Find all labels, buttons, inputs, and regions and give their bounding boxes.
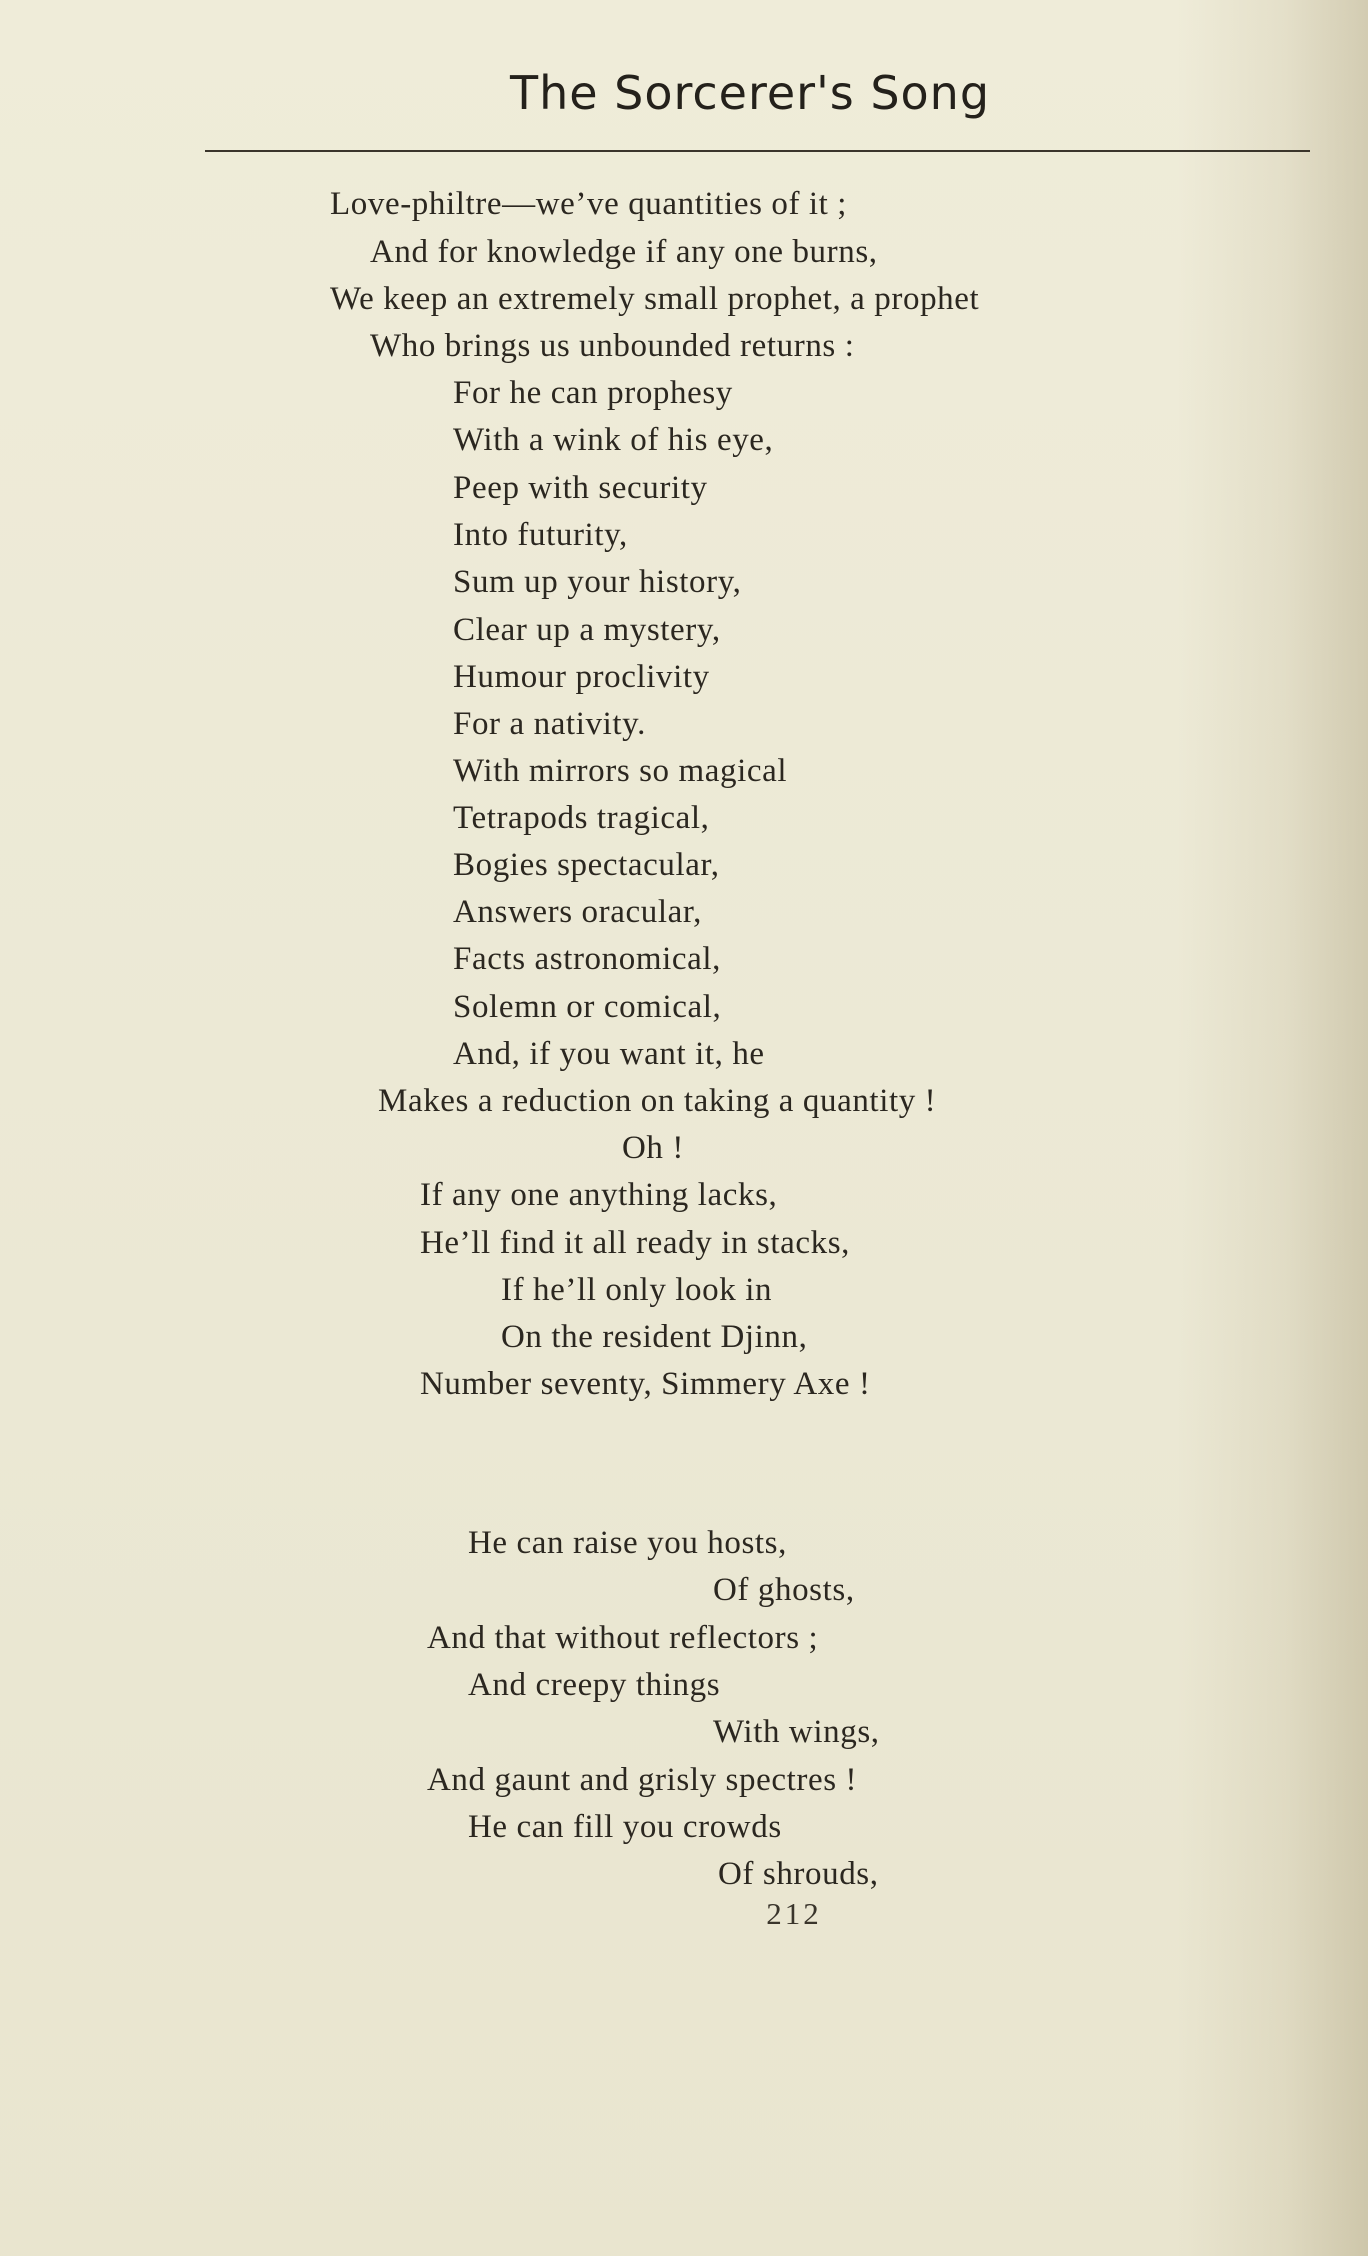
- poem-line: Number seventy, Simmery Axe !: [420, 1366, 871, 1402]
- poem-line: If any one anything lacks,: [420, 1177, 778, 1213]
- poem-line: And for knowledge if any one burns,: [370, 234, 878, 270]
- poem-line: If he’ll only look in: [501, 1272, 773, 1308]
- poem-line: And creepy things: [468, 1667, 721, 1703]
- running-title: The Sorcerer's Song: [509, 66, 991, 120]
- page-number: 212: [766, 1896, 822, 1931]
- poem-line: Sum up your history,: [453, 564, 742, 600]
- poem-line: With mirrors so magical: [453, 753, 788, 789]
- poem-line: Humour proclivity: [453, 659, 710, 695]
- poem-line: Solemn or comical,: [453, 989, 722, 1025]
- poem-line: He can raise you hosts,: [468, 1525, 787, 1561]
- poem-line: For a nativity.: [453, 706, 646, 742]
- poem-line: He’ll find it all ready in stacks,: [420, 1225, 851, 1261]
- poem-line: Of ghosts,: [713, 1572, 855, 1608]
- poem-line: With wings,: [713, 1714, 880, 1750]
- poem-line: With a wink of his eye,: [453, 422, 774, 458]
- poem-line: Of shrouds,: [718, 1856, 879, 1892]
- poem-line: Peep with security: [453, 470, 708, 506]
- poem-line: He can fill you crowds: [468, 1809, 782, 1845]
- poem-line: Oh !: [622, 1130, 684, 1166]
- poem-line: And, if you want it, he: [453, 1036, 765, 1072]
- poem-line: Tetrapods tragical,: [453, 800, 710, 836]
- poem-line: Who brings us unbounded returns :: [370, 328, 855, 364]
- poem-line: For he can prophesy: [453, 375, 733, 411]
- poem-line: Answers oracular,: [453, 894, 702, 930]
- poem-line: Into futurity,: [453, 517, 628, 553]
- poem-line: Love-philtre—we’ve quantities of it ;: [330, 186, 848, 222]
- poem-line: Makes a reduction on taking a quantity !: [378, 1083, 937, 1119]
- title-rule: [205, 150, 1310, 152]
- poem-line: And gaunt and grisly spectres !: [427, 1762, 858, 1798]
- poem-line: Facts astronomical,: [453, 941, 722, 977]
- poem-line: Clear up a mystery,: [453, 612, 721, 648]
- poem-line: On the resident Djinn,: [501, 1319, 808, 1355]
- poem-line: And that without reflectors ;: [427, 1620, 819, 1656]
- poem-line: We keep an extremely small prophet, a prophet: [330, 281, 980, 317]
- poem-line: Bogies spectacular,: [453, 847, 720, 883]
